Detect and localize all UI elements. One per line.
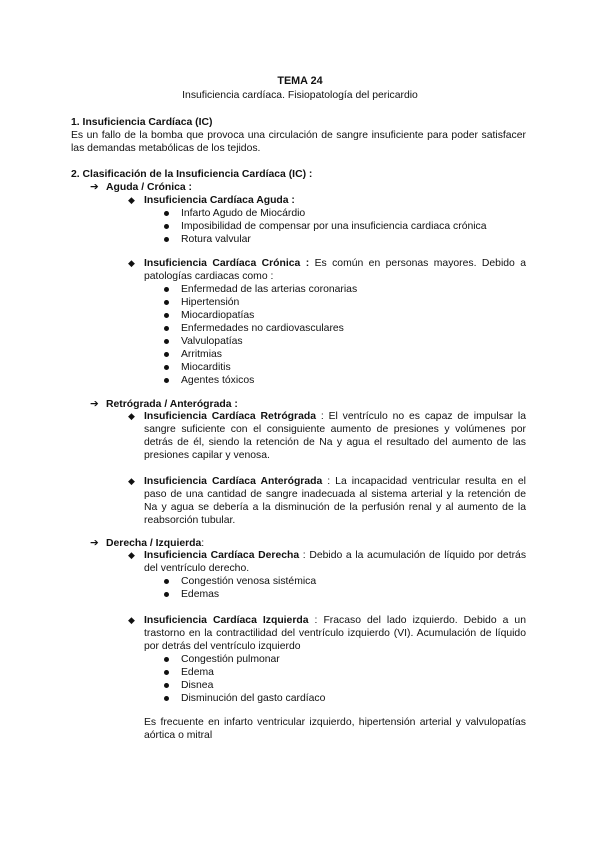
page-subtitle: Insuficiencia cardíaca. Fisiopatología del pericardio [182,90,418,101]
der-izq-suffix: : [201,538,205,549]
list-item: Rotura valvular [164,233,487,246]
list-item: Disnea [164,679,325,692]
cronica-block [128,257,526,283]
izquierda-note: Es frecuente en infarto ventricular izquierdo, hipertensión arterial y valvulopatías aórtica o mitral [144,717,526,741]
bullet-icon [164,224,169,229]
bullet-icon [164,579,169,584]
list-item: Enfermedad de las arterias coronarias [164,283,357,296]
bullet-icon [164,657,169,662]
list-item: Valvulopatías [164,335,357,348]
diamond-icon: ◆ [128,411,135,421]
bullet-icon [164,287,169,292]
list-item: Edemas [164,588,316,601]
bullet-icon [164,339,169,344]
diamond-icon: ◆ [128,195,135,205]
anterograda-text: : La incapacidad ventricular resulta en el paso de una cantidad de sangre inadecuada al sistema arterial y la retención de Na y agua se debería a la disminución de la perfusión renal y al aumento de la reabsorción tubular. [144,476,526,526]
derecha-text: : Debido a la acumulación de líquido por detrás del ventrículo derecho. [144,550,527,574]
retrograda-title: Insuficiencia Cardíaca Retrógrada [144,411,316,422]
bullet-icon [164,326,169,331]
retro-antero-label: Retrógrada / Anterógrada : [106,399,238,410]
bullet-icon [164,696,169,701]
page-title: TEMA 24 [277,75,323,87]
arrow-icon: ➔ [90,399,99,410]
list-item: Arritmias [164,348,357,361]
list-item: Miocardiopatías [164,309,357,322]
anterograda-title: Insuficiencia Cardíaca Anterógrada [144,476,323,487]
section-2-heading: 2. Clasificación de la Insuficiencia Cardíaca (IC) : [71,169,313,180]
aguda-heading [129,194,526,207]
cronica-list [164,283,357,387]
derecha-title: Insuficiencia Cardíaca Derecha [144,550,300,561]
list-item: Congestión pulmonar [164,653,325,666]
aguda-list [164,207,487,246]
aguda-cronica-heading [90,181,192,194]
list-item: Miocarditis [164,361,357,374]
cronica-title: Insuficiencia Cardíaca Crónica : [144,258,310,269]
izquierda-title: Insuficiencia Cardíaca Izquierda [144,615,309,626]
arrow-icon: ➔ [90,182,99,193]
aguda-cronica-label: Aguda / Crónica : [106,182,193,193]
retrograda-text: : El ventrículo no es capaz de impulsar la sangre suficiente con el consiguiente aumento de presiones y volúmenes por detrás de él, siendo la retención de Na y agua el resultado del aumento de las presiones capilar y venosa. [144,411,527,461]
bullet-icon [164,313,169,318]
bullet-icon [164,237,169,242]
list-item: Disminución del gasto cardíaco [164,692,325,705]
bullet-icon [164,670,169,675]
diamond-icon: ◆ [128,476,135,486]
bullet-icon [164,352,169,357]
list-item: Infarto Agudo de Miocárdio [164,207,487,220]
list-item: Enfermedades no cardiovasculares [164,322,357,335]
list-item: Imposibilidad de compensar por una insuficiencia cardiaca crónica [164,220,487,233]
cronica-text: Es común en personas mayores. Debido a patologías cardiacas como : [144,258,526,282]
derecha-list [164,575,316,601]
list-item: Congestión venosa sistémica [164,575,316,588]
derecha-block [128,549,527,575]
list-item: Agentes tóxicos [164,374,357,387]
bullet-icon [164,378,169,383]
list-item: Edema [164,666,325,679]
der-izq-label: Derecha / Izquierda [106,538,202,549]
list-item: Hipertensión [164,296,357,309]
section-1-heading: 1. Insuficiencia Cardíaca (IC) [71,117,213,128]
izquierda-text: : Fracaso del lado izquierdo. Debido a un trastorno en la contractilidad del ventrículo izquierdo (VI). Acumulación de líquido por detrás del ventrículo izquierdo [144,615,526,652]
diamond-icon: ◆ [128,615,135,625]
bullet-icon [164,211,169,216]
diamond-icon: ◆ [128,550,135,560]
izquierda-list [164,653,325,705]
retrograda-block [128,410,527,462]
izquierda-block [128,614,526,653]
aguda-title: Insuficiencia Cardíaca Aguda : [144,195,295,206]
diamond-icon: ◆ [128,258,135,268]
bullet-icon [164,300,169,305]
bullet-icon [164,592,169,597]
anterograda-block [128,475,526,527]
arrow-icon: ➔ [90,538,99,549]
bullet-icon [164,683,169,688]
section-1-text: Es un fallo de la bomba que provoca una circulación de sangre insuficiente para poder satisfacer las demandas metabólicas de los tejidos. [71,130,526,154]
bullet-icon [164,365,169,370]
